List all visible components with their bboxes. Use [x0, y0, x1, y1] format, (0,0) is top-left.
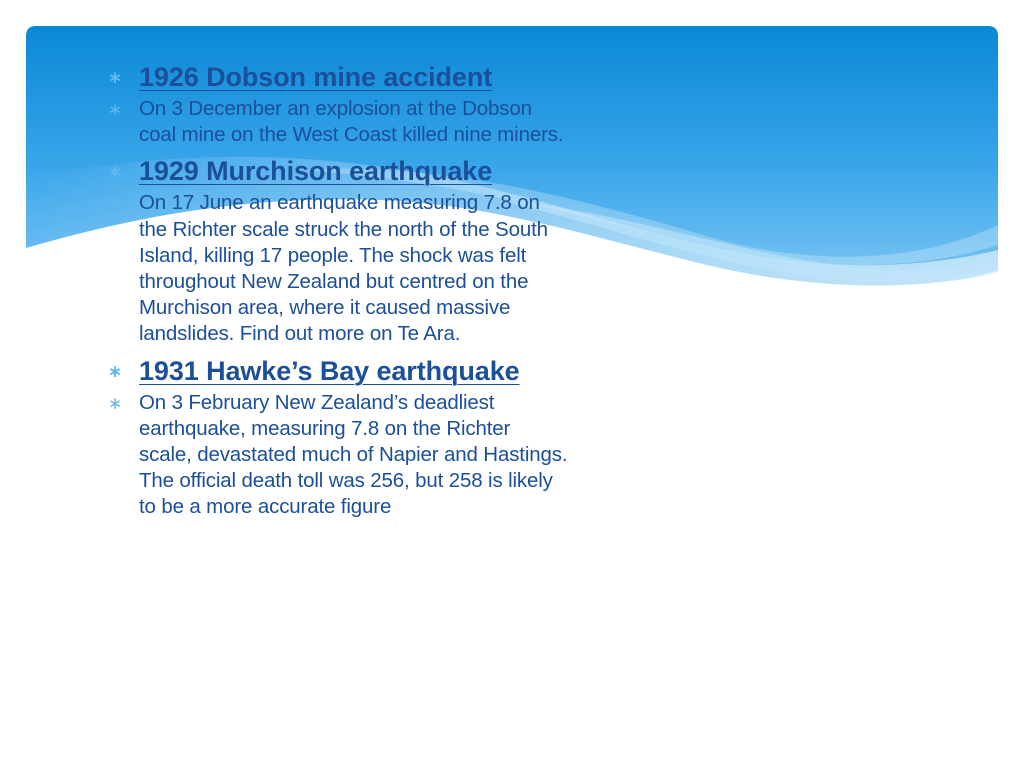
paragraph-dobson — [108, 96, 568, 148]
heading-hawkes-bay-link[interactable] — [108, 354, 568, 388]
heading-text[interactable]: 1929 Murchison earthquake — [139, 156, 493, 187]
paragraph-murchison — [108, 190, 568, 347]
bullet-icon: ∗ — [108, 194, 123, 214]
bullet-icon: ∗ — [108, 68, 123, 87]
heading-murchison-link[interactable] — [108, 154, 568, 188]
paragraph-text: On 17 June an earthquake measuring 7.8 on the Richter scale struck the north of the South Island, killing 17 people. The shock was felt throughout New Zealand but centred on the Murchison area, where it caused massive landslides. Find out more on Te Ara. — [139, 191, 548, 346]
paragraph-text: On 3 December an explosion at the Dobson coal mine on the West Coast killed nine miners. — [139, 97, 564, 147]
bullet-icon: ∗ — [108, 162, 123, 182]
bullet-list — [108, 60, 568, 527]
bullet-icon: ∗ — [108, 393, 123, 413]
paragraph-text: On 3 February New Zealand’s deadliest earthquake, measuring 7.8 on the Richter scale, devastated much of Napier and Hastings. The official death toll was 256, but 258 is likely to be a more accurate figure — [139, 390, 568, 519]
heading-text[interactable]: 1926 Dobson mine accident — [139, 62, 493, 92]
heading-dobson-link[interactable] — [108, 60, 568, 94]
paragraph-hawkes-bay — [108, 390, 568, 521]
bullet-icon: ∗ — [108, 361, 123, 381]
heading-text[interactable]: 1931 Hawke’s Bay earthquake — [139, 355, 520, 386]
bullet-icon: ∗ — [108, 100, 123, 119]
